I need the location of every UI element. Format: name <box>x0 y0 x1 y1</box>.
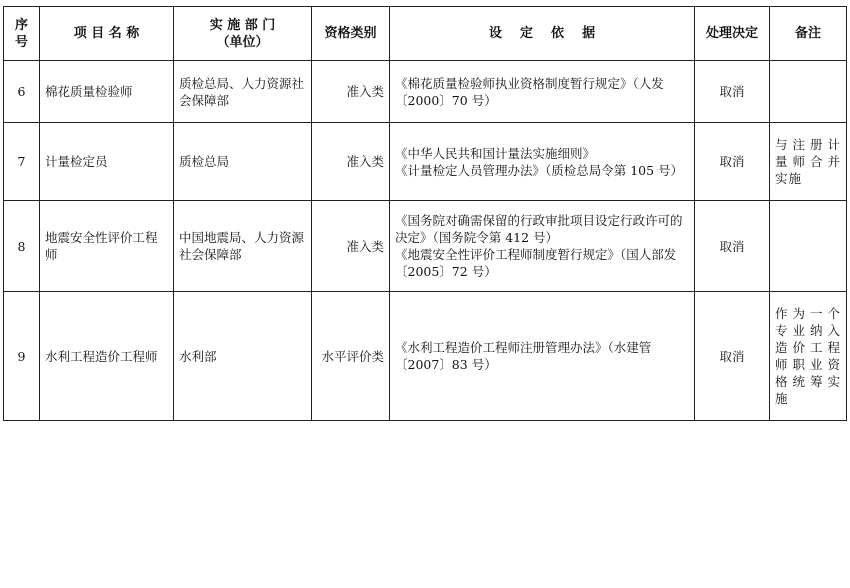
basis-item: 《国务院对确需保留的行政审批项目设定行政许可的决定》（国务院令第 412 号） <box>395 213 683 245</box>
row-type: 准入类 <box>312 61 390 123</box>
row-num: 9 <box>4 292 40 421</box>
basis-item: 《棉花质量检验师执业资格制度暂行规定》（人发〔2000〕70 号） <box>395 75 664 108</box>
table-row <box>4 61 847 123</box>
row-dept: 中国地震局、人力资源社会保障部 <box>174 201 312 292</box>
basis-item: 《中华人民共和国计量法实施细则》 <box>395 145 596 161</box>
table-header-row <box>4 7 847 61</box>
row-name: 计量检定员 <box>40 123 174 201</box>
qualification-table <box>3 6 847 421</box>
row-num: 6 <box>4 61 40 123</box>
row-name: 棉花质量检验师 <box>40 61 174 123</box>
header-basis: 设 定 依 据 <box>390 7 695 61</box>
row-basis <box>390 123 695 201</box>
row-decision: 取消 <box>695 61 770 123</box>
row-num: 7 <box>4 123 40 201</box>
basis-item: 《地震安全性评价工程师制度暂行规定》（国人部发〔2005〕72 号） <box>395 247 677 279</box>
row-name: 水利工程造价工程师 <box>40 292 174 421</box>
row-dept: 质检总局、人力资源社会保障部 <box>174 61 312 123</box>
row-type: 准入类 <box>312 123 390 201</box>
row-num: 8 <box>4 201 40 292</box>
header-note: 备注 <box>770 7 847 61</box>
header-dept <box>174 7 312 61</box>
row-dept: 质检总局 <box>174 123 312 201</box>
row-decision: 取消 <box>695 123 770 201</box>
row-decision: 取消 <box>695 201 770 292</box>
table-row <box>4 201 847 292</box>
row-note: 作为一个专业纳入造价工程师职业资格统筹实施 <box>770 292 847 421</box>
table-row <box>4 123 847 201</box>
header-name: 项 目 名 称 <box>40 7 174 61</box>
row-type: 准入类 <box>312 201 390 292</box>
row-name: 地震安全性评价工程师 <box>40 201 174 292</box>
row-decision: 取消 <box>695 292 770 421</box>
header-type: 资格类别 <box>312 7 390 61</box>
basis-item: 《计量检定人员管理办法》（质检总局令第 105 号） <box>395 162 684 178</box>
header-num: 序号 <box>4 7 40 61</box>
table-row <box>4 292 847 421</box>
row-basis <box>390 61 695 123</box>
header-decision: 处理决定 <box>695 7 770 61</box>
row-basis <box>390 292 695 421</box>
row-note <box>770 201 847 292</box>
row-dept: 水利部 <box>174 292 312 421</box>
row-basis <box>390 201 695 292</box>
basis-item: 《水利工程造价工程师注册管理办法》（水建管〔2007〕83 号） <box>395 340 652 372</box>
row-note <box>770 61 847 123</box>
row-type: 水平评价类 <box>312 292 390 421</box>
header-dept-line2: （单位） <box>216 34 269 50</box>
header-dept-line1: 实 施 部 门 <box>209 17 276 33</box>
row-note: 与注册计量师合并实施 <box>770 123 847 201</box>
